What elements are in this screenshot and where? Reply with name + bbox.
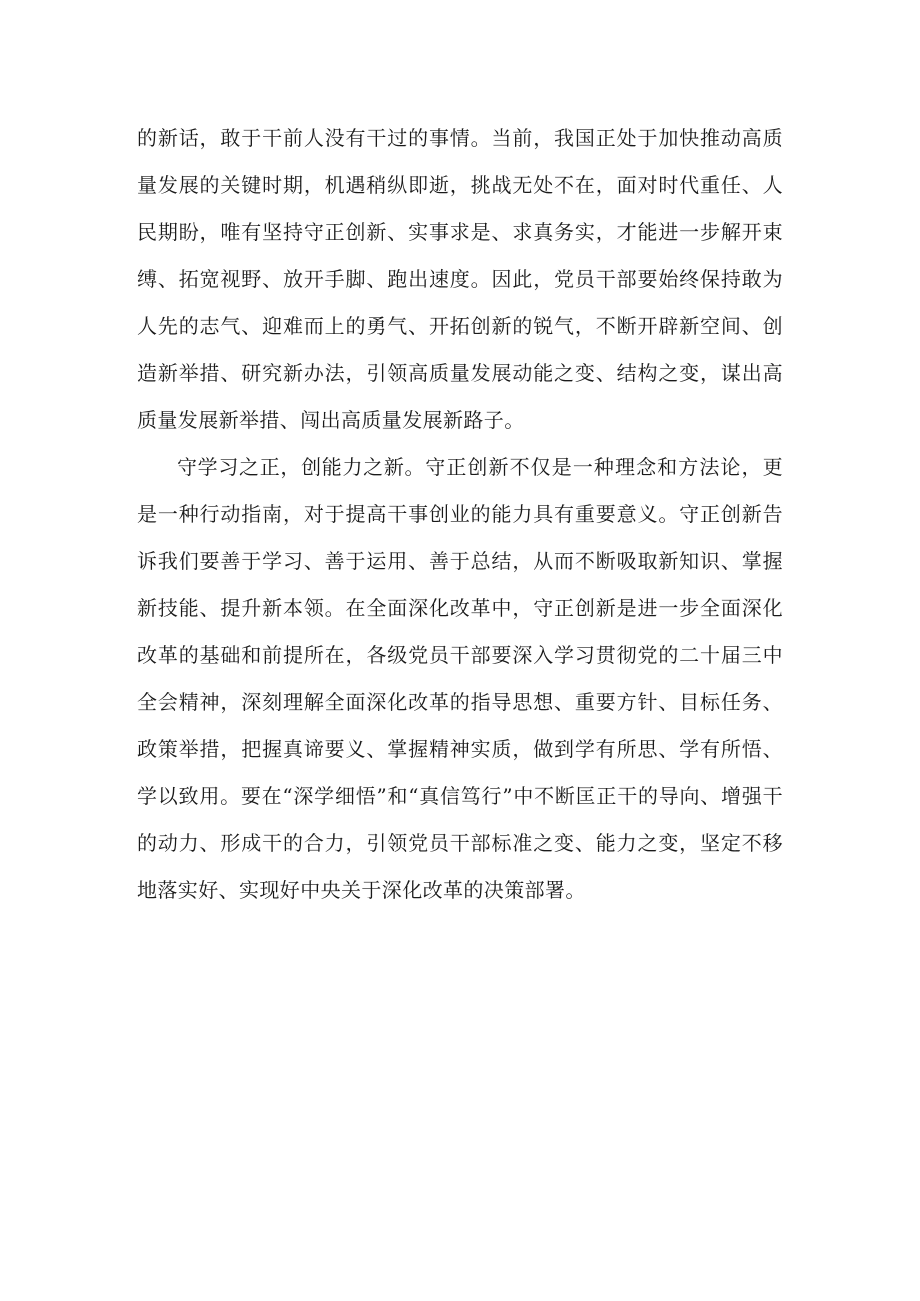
paragraph-2-lead: 守学习之正，创能力之新。 — [177, 455, 426, 479]
document-body — [137, 115, 783, 914]
paragraph-1-text: 的新话，敢于干前人没有干过的事情。当前，我国正处于加快推动高质量发展的关键时期，机遇稍纵即逝，挑战无处不在，面对时代重任、人民期盼，唯有坚持守正创新、实事求是、求真务实，才能进一步解开束缚、拓宽视野、放开手脚、跑出速度。因此，党员干部要始终保持敢为人先的志气、迎难而上的勇气、开拓创新的锐气，不断开辟新空间、创造新举措、研究新办法，引领高质量发展动能之变、结构之变，谋出高质量发展新举措、闯出高质量发展新路子。 — [137, 126, 783, 432]
paragraph-2 — [137, 444, 783, 914]
paragraph-2-text: 守正创新不仅是一种理念和方法论，更是一种行动指南，对于提高干事创业的能力具有重要意义。守正创新告诉我们要善于学习、善于运用、善于总结，从而不断吸取新知识、掌握新技能、提升新本领。在全面深化改革中，守正创新是进一步全面深化改革的基础和前提所在，各级党员干部要深入学习贯彻党的二十届三中全会精神，深刻理解全面深化改革的指导思想、重要方针、目标任务、政策举措，把握真谛要义、掌握精神实质，做到学有所思、学有所悟、学以致用。要在“深学细悟”和“真信笃行”中不断匡正干的导向、增强干的动力、形成干的合力，引领党员干部标准之变、能力之变，坚定不移地落实好、实现好中央关于深化改革的决策部署。 — [137, 455, 783, 902]
paragraph-1 — [137, 115, 783, 444]
